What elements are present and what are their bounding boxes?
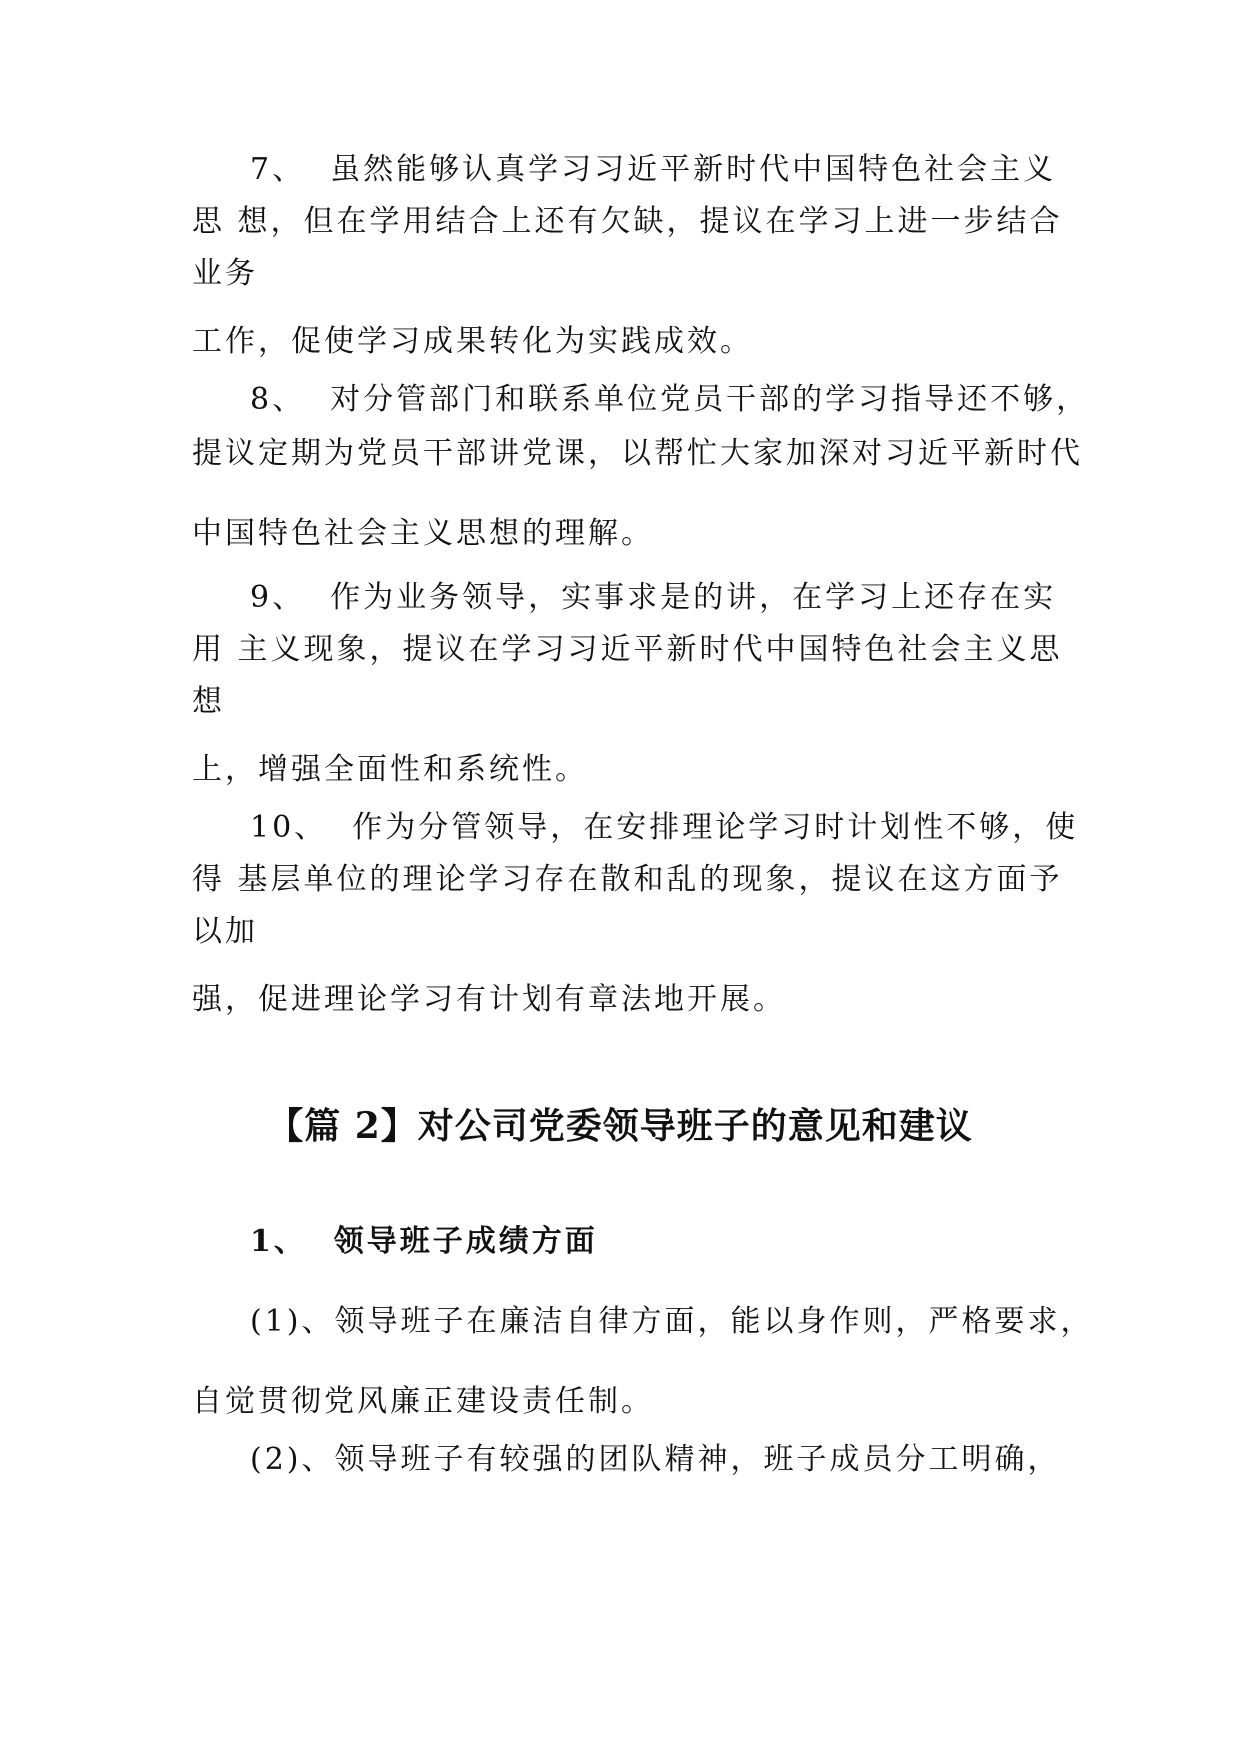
point-2-line-1: (2)、领导班子有较强的团队精神，班子成员分工明确， [250,1442,1061,1477]
point-1-line-2: 自觉贯彻党风廉正建设责任制。 [192,1384,654,1419]
item-8-line-2: 提议定期为党员干部讲党课，以帮忙大家加深对习近平新时代 [192,436,1083,471]
item-9-line-4: 上，增强全面性和系统性。 [192,752,588,787]
item-9-line-3: 想 [192,684,225,719]
subsection-title: 1、 领导班子成绩方面 [250,1224,598,1259]
item-8-line-3: 中国特色社会主义思想的理解。 [192,516,654,551]
item-7-line-1: 7、 虽然能够认真学习习近平新时代中国特色社会主义 [250,152,1057,187]
section-title: 【篇 2】对公司党委领导班子的意见和建议 [267,1105,973,1147]
item-9-line-2: 用 主义现象，提议在学习习近平新时代中国特色社会主义思 [192,632,1063,667]
item-7-line-2: 思 想，但在学用结合上还有欠缺，提议在学习上进一步结合 [192,204,1063,239]
point-1-line-1: (1)、领导班子在廉洁自律方面，能以身作则，严格要求， [250,1304,1094,1339]
item-10-line-4: 强，促进理论学习有计划有章法地开展。 [192,982,786,1017]
item-8-line-1: 8、 对分管部门和联系单位党员干部的学习指导还不够， [250,382,1090,417]
item-7-line-3: 业务 [192,256,258,291]
item-10-line-3: 以加 [192,914,258,949]
item-7-line-4: 工作，促使学习成果转化为实践成效。 [192,324,753,359]
item-10-line-1: 10、 作为分管领导，在安排理论学习时计划性不够，使 [250,810,1079,845]
item-9-line-1: 9、 作为业务领导，实事求是的讲，在学习上还存在实 [250,580,1057,615]
item-10-line-2: 得 基层单位的理论学习存在散和乱的现象，提议在这方面予 [192,862,1063,897]
